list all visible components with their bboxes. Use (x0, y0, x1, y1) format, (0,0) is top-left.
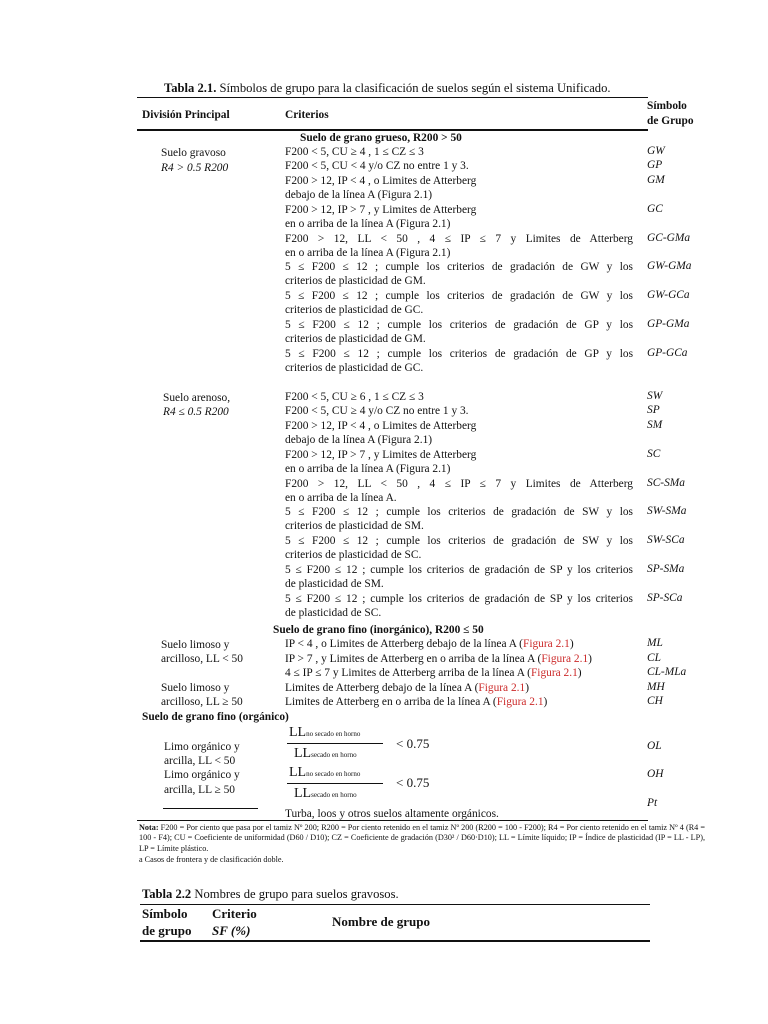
fraction-high-numerator (289, 765, 360, 781)
gravel-symbol-4: GC-GMa (647, 232, 691, 244)
caption-text: Nombres de grupo para suelos gravosos. (191, 887, 399, 901)
sand-criteria-line: 5 ≤ F200 ≤ 12 ; cumple los criterios de gradación de SP y los criterios (285, 593, 633, 605)
bottom-rule (137, 820, 648, 821)
sand-criteria-1 (285, 404, 633, 418)
gravel-criteria-line: F200 > 12, IP > 7 , y Limites de Atterberg (285, 204, 477, 216)
sand-criteria-0 (285, 390, 633, 404)
fine-criteria-4 (285, 695, 547, 709)
fine-criteria-tail: ) (525, 682, 529, 694)
gravel-symbol-5: GW-GMa (647, 260, 692, 272)
table-2-1-caption (164, 81, 611, 96)
figure-link[interactable]: Figura 2.1 (496, 696, 544, 708)
t2-header-criteria-2: SF (%) (212, 923, 251, 938)
sand-symbol-2: SM (647, 419, 663, 431)
table-note (139, 823, 705, 854)
fine-high-label-2: arcilloso, LL ≥ 50 (161, 696, 243, 708)
organic-high-label-1: Limo orgánico y (164, 769, 240, 781)
sand-criteria-8 (285, 592, 633, 621)
gravel-label: Suelo gravoso (161, 147, 226, 159)
table-2-2-header-rule (140, 940, 650, 942)
section-organic-title: Suelo de grano fino (orgánico) (142, 711, 289, 723)
sand-criteria-line: de plasticidad de SM. (285, 578, 384, 591)
t2-header-criteria-1: Criterio (212, 906, 257, 921)
gravel-symbol-7: GP-GMa (647, 318, 690, 330)
fine-criteria-tail: ) (577, 667, 582, 679)
gravel-criteria-5 (285, 260, 633, 289)
sand-criteria-line: F200 < 5, CU ≥ 4 y/o CZ no entre 1 y 3. (285, 405, 469, 417)
gravel-criteria-line: F200 < 5, CU ≥ 4 , 1 ≤ CZ ≤ 3 (285, 146, 424, 158)
note-label: Nota: (139, 823, 159, 832)
sand-criteria-line: de plasticidad de SC. (285, 607, 382, 620)
sand-criteria-line: F200 > 12, LL < 50 , 4 ≤ IP ≤ 7 y Limites de Atterberg (285, 478, 633, 490)
ll-label: LL (289, 765, 307, 780)
header-criteria: Criterios (285, 109, 329, 121)
fine-symbol-4: CH (647, 695, 663, 707)
symbol-pt: Pt (647, 797, 658, 809)
top-rule (137, 97, 648, 98)
fine-criteria-0 (285, 637, 574, 651)
gravel-criteria-1 (285, 159, 633, 173)
t2-header-symbol-2: de grupo (142, 923, 192, 938)
fraction-high-bar (287, 783, 383, 784)
fine-criteria-tail: ) (588, 653, 592, 665)
caption-label: Tabla 2.1. (164, 81, 217, 95)
sand-criteria-line: F200 > 12, IP > 7 , y Limites de Atterberg (285, 449, 477, 461)
fraction-low-numerator (289, 725, 360, 741)
table-2-2-caption (142, 887, 399, 902)
header-division: División Principal (142, 109, 230, 121)
fraction-low-bar (287, 743, 383, 744)
ll-label: LL (294, 786, 312, 801)
fine-criteria-2 (285, 666, 582, 680)
gravel-criteria-line: en o arriba de la línea A (Figura 2.1) (285, 247, 451, 260)
fine-symbol-0: ML (647, 637, 663, 649)
organic-high-label-2: arcilla, LL ≥ 50 (164, 784, 235, 796)
t2-header-symbol-1: Símbolo (142, 906, 188, 921)
symbol-oh: OH (647, 768, 664, 780)
gravel-criteria-3 (285, 203, 633, 232)
gravel-criteria-4 (285, 232, 633, 261)
note-text: F200 = Por ciento que pasa por el tamiz Nº 200; R200 = Por ciento retenido en el tamiz Nº 200 (R200 = 100 - F200); R4 = Por ciento retenido en el tamiz Nº 4 (R4 = 100 - F4); CU = Coeficiente de uniformidad (D60 / D10); CZ = Coeficiente de gradación (D30² / D60·D10); LL = Límite líquido; IP = Índice de plasticidad (IP = LL - LP), LP = Límite plástico. (139, 823, 705, 853)
ll-sub: secado en horno (311, 751, 357, 759)
gravel-criteria-line: F200 < 5, CU < 4 y/o CZ no entre 1 y 3. (285, 160, 469, 172)
section-coarse-title: Suelo de grano grueso, R200 > 50 (300, 132, 462, 144)
gravel-criteria-8 (285, 347, 633, 376)
gravel-criteria-line: en o arriba de la línea A (Figura 2.1) (285, 218, 451, 231)
fraction-low-relation: < 0.75 (396, 736, 430, 751)
fine-criteria-3 (285, 681, 529, 695)
sand-criteria-3 (285, 448, 633, 477)
ll-sub: no secado en horno (306, 730, 361, 738)
gravel-condition: R4 > 0.5 R200 (161, 162, 229, 174)
gravel-criteria-line: F200 > 12, IP < 4 , o Limites de Atterberg (285, 175, 477, 187)
fine-low-label-2: arcilloso, LL < 50 (161, 653, 243, 665)
organic-low-label-1: Limo orgánico y (164, 741, 240, 753)
sand-symbol-0: SW (647, 390, 663, 402)
sand-criteria-line: 5 ≤ F200 ≤ 12 ; cumple los criterios de gradación de SW y los (285, 535, 633, 547)
gravel-criteria-6 (285, 289, 633, 318)
fine-symbol-2: CL-MLa (647, 666, 687, 678)
sand-criteria-5 (285, 505, 633, 534)
fine-criteria-text: Limites de Atterberg en o arriba de la línea A ( (285, 696, 497, 708)
caption-text: Símbolos de grupo para la clasificación de suelos según el sistema Unificado. (216, 81, 611, 95)
organic-low-label-2: arcilla, LL < 50 (164, 755, 236, 767)
sand-symbol-3: SC (647, 448, 661, 460)
caption-label: Tabla 2.2 (142, 887, 192, 901)
sand-criteria-4 (285, 477, 633, 506)
figure-link[interactable]: Figura 2.1 (522, 638, 570, 650)
gravel-criteria-line: F200 > 12, LL < 50 , 4 ≤ IP ≤ 7 y Limites de Atterberg (285, 233, 633, 245)
sand-criteria-line: 5 ≤ F200 ≤ 12 ; cumple los criterios de gradación de SP y los criterios (285, 564, 633, 576)
gravel-symbol-8: GP-GCa (647, 347, 688, 359)
gravel-symbol-3: GC (647, 203, 663, 215)
gravel-criteria-7 (285, 318, 633, 347)
sand-criteria-line: en o arriba de la línea A. (285, 492, 397, 505)
ll-sub: no secado en horno (306, 770, 361, 778)
gravel-criteria-line: 5 ≤ F200 ≤ 12 ; cumple los criterios de gradación de GW y los (285, 261, 633, 273)
gravel-criteria-line: 5 ≤ F200 ≤ 12 ; cumple los criterios de gradación de GW y los (285, 290, 633, 302)
sand-symbol-8: SP-SCa (647, 592, 683, 604)
fine-low-label-1: Suelo limoso y (161, 639, 230, 651)
gravel-criteria-0 (285, 145, 633, 159)
sand-criteria-line: criterios de plasticidad de SM. (285, 520, 424, 533)
sand-criteria-line: F200 < 5, CU ≥ 6 , 1 ≤ CZ ≤ 3 (285, 391, 424, 403)
fine-criteria-1 (285, 652, 592, 666)
sand-criteria-6 (285, 534, 633, 563)
gravel-criteria-line: 5 ≤ F200 ≤ 12 ; cumple los criterios de gradación de GP y los (285, 348, 633, 360)
sand-symbol-5: SW-SMa (647, 505, 687, 517)
figure-link[interactable]: Figura 2.1 (541, 653, 589, 665)
fine-criteria-text: IP > 7 , y Limites de Atterberg en o arriba de la línea A ( (285, 653, 542, 665)
sand-condition: R4 ≤ 0.5 R200 (163, 406, 229, 418)
fine-criteria-text: Limites de Atterberg debajo de la línea A ( (285, 682, 479, 694)
section-fine-title: Suelo de grano fino (inorgánico), R200 ≤ 50 (273, 624, 484, 636)
fraction-high-relation: < 0.75 (396, 775, 430, 790)
sand-criteria-line: criterios de plasticidad de SC. (285, 549, 422, 562)
ll-label: LL (294, 746, 312, 761)
sand-criteria-line: debajo de la línea A (Figura 2.1) (285, 434, 433, 447)
gravel-symbol-1: GP (647, 159, 663, 171)
t2-header-name: Nombre de grupo (332, 914, 430, 929)
gravel-criteria-line: debajo de la línea A (Figura 2.1) (285, 189, 433, 202)
fraction-low-denominator (294, 746, 357, 762)
sand-symbol-7: SP-SMa (647, 563, 685, 575)
sand-symbol-1: SP (647, 404, 660, 416)
gravel-symbol-2: GM (647, 174, 665, 186)
gravel-symbol-6: GW-GCa (647, 289, 690, 301)
figure-link[interactable]: Figura 2.1 (530, 667, 578, 679)
gravel-criteria-line: criterios de plasticidad de GM. (285, 275, 426, 288)
fine-criteria-text: 4 ≤ IP ≤ 7 y Limites de Atterberg arriba de la línea A ( (285, 667, 531, 679)
fine-symbol-3: MH (647, 681, 665, 693)
peat-criteria: Turba, loos y otros suelos altamente orgánicos. (285, 808, 499, 820)
fine-criteria-tail: ) (543, 696, 548, 708)
gravel-criteria-2 (285, 174, 633, 203)
header-symbol-1: Símbolo (647, 100, 687, 112)
gravel-criteria-line: criterios de plasticidad de GM. (285, 333, 426, 346)
sand-symbol-6: SW-SCa (647, 534, 685, 546)
header-symbol-2: de Grupo (647, 115, 694, 127)
gravel-criteria-line: criterios de plasticidad de GC. (285, 304, 424, 317)
gravel-criteria-line: criterios de plasticidad de GC. (285, 362, 424, 375)
sand-criteria-2 (285, 419, 633, 448)
ll-sub: secado en horno (311, 791, 357, 799)
fine-symbol-1: CL (647, 652, 661, 664)
fine-criteria-text: IP < 4 , o Limites de Atterberg debajo de la línea A ( (285, 638, 523, 650)
gravel-symbol-0: GW (647, 145, 665, 157)
fine-high-label-1: Suelo limoso y (161, 682, 230, 694)
fraction-high-denominator (294, 786, 357, 802)
table-footnote: a Casos de frontera y de clasificación doble. (139, 855, 284, 864)
organic-blank-rule (163, 808, 258, 809)
symbol-ol: OL (647, 740, 662, 752)
sand-label: Suelo arenoso, (163, 392, 231, 404)
sand-criteria-7 (285, 563, 633, 592)
fine-criteria-tail: ) (569, 638, 574, 650)
sand-symbol-4: SC-SMa (647, 477, 685, 489)
sand-criteria-line: en o arriba de la línea A (Figura 2.1) (285, 463, 451, 476)
sand-criteria-line: F200 > 12, IP < 4 , o Limites de Atterberg (285, 420, 477, 432)
sand-criteria-line: 5 ≤ F200 ≤ 12 ; cumple los criterios de gradación de SW y los (285, 506, 633, 518)
figure-link[interactable]: Figura 2.1 (478, 682, 526, 694)
gravel-criteria-line: 5 ≤ F200 ≤ 12 ; cumple los criterios de gradación de GP y los (285, 319, 633, 331)
ll-label: LL (289, 725, 307, 740)
